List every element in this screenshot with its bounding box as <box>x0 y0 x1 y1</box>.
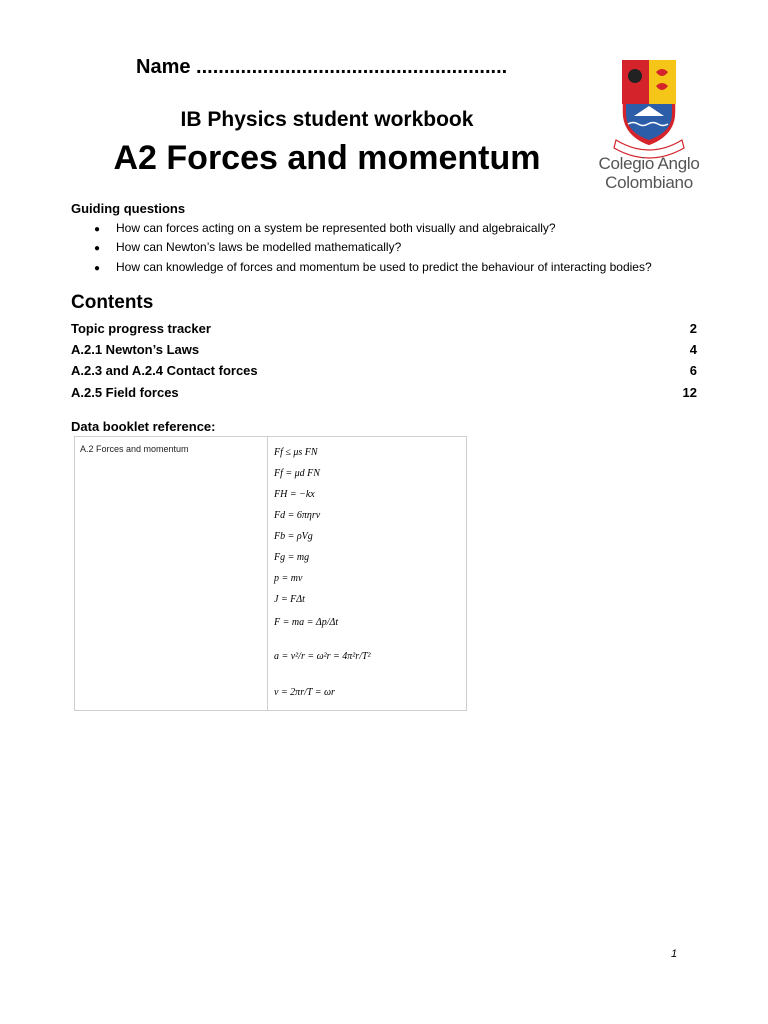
guiding-questions-heading: Guiding questions <box>71 201 186 216</box>
contents-heading: Contents <box>71 292 154 313</box>
equation-drag-force: Fd = 6πηrv <box>274 510 321 521</box>
toc-label: A.2.3 and A.2.4 Contact forces <box>71 363 258 378</box>
toc-label: Topic progress tracker <box>71 321 211 336</box>
guiding-question-text: How can Newton’s laws be modelled mathematically? <box>116 240 402 254</box>
data-booklet-table <box>74 436 467 711</box>
name-field-line: Name ........................................................ <box>136 56 508 78</box>
equation-orbital-speed: v = 2πr/T = ωr <box>274 687 335 698</box>
data-booklet-heading: Data booklet reference: <box>71 419 216 434</box>
toc-label: A.2.5 Field forces <box>71 385 179 400</box>
table-column-divider <box>267 437 268 710</box>
equation-centripetal-acceleration: a = v²/r = ω²r = 4π²r/T² <box>274 651 371 662</box>
equation-hookes-law: FH = −kx <box>274 489 315 500</box>
bullet-icon: ● <box>94 243 101 254</box>
equation-static-friction: Ff ≤ μs FN <box>274 447 318 458</box>
table-topic-cell: A.2 Forces and momentum <box>80 444 189 454</box>
page-title: A2 Forces and momentum <box>113 139 541 177</box>
school-name: Colegio Anglo Colombiano <box>598 154 700 192</box>
toc-page-number: 4 <box>689 342 697 357</box>
toc-page-number: 2 <box>689 321 697 336</box>
bullet-icon: ● <box>94 263 101 274</box>
bullet-icon: ● <box>94 224 101 235</box>
page-number: 1 <box>671 948 678 960</box>
guiding-question-text: How can knowledge of forces and momentum be used to predict the behaviour of interacting bodies? <box>116 260 652 274</box>
equation-impulse: J = FΔt <box>274 594 305 605</box>
guiding-question-text: How can forces acting on a system be represented both visually and algebraically? <box>116 221 556 235</box>
workbook-subtitle: IB Physics student workbook <box>180 108 474 131</box>
toc-entry[interactable] <box>71 385 697 400</box>
toc-entry[interactable] <box>71 363 697 378</box>
equation-momentum: p = mv <box>274 573 303 584</box>
equation-weight: Fg = mg <box>274 552 310 563</box>
toc-entry[interactable] <box>71 342 697 357</box>
toc-page-number: 6 <box>689 363 697 378</box>
toc-label: A.2.1 Newton’s Laws <box>71 342 200 357</box>
toc-page-number: 12 <box>682 385 697 400</box>
equation-newton-second-law: F = ma = Δp/Δt <box>274 617 339 628</box>
guiding-question <box>94 260 652 274</box>
equation-buoyancy: Fb = ρVg <box>274 531 313 542</box>
equation-dynamic-friction: Ff = μd FN <box>274 468 320 479</box>
toc-entry[interactable] <box>71 321 697 336</box>
guiding-question <box>94 240 401 254</box>
guiding-question <box>94 221 556 235</box>
